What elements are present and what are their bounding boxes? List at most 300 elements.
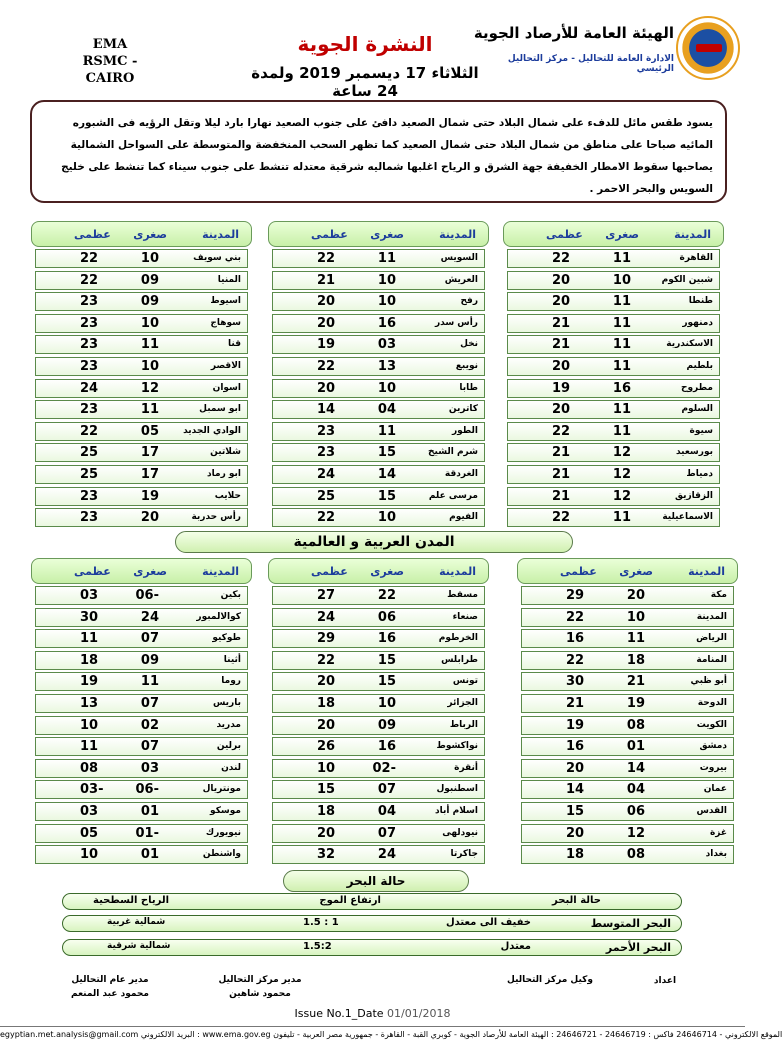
max-temp: 22	[317, 359, 336, 374]
max-temp: 21	[552, 337, 571, 353]
city-name: نيويورك	[205, 827, 241, 838]
city-name: نيودلهى	[442, 827, 478, 838]
city-row	[272, 400, 485, 419]
city-row	[521, 694, 734, 713]
max-temp: 24	[317, 609, 336, 625]
city-name: رأس سدر	[434, 317, 478, 328]
min-temp: 08	[626, 717, 645, 733]
max-temp: 22	[552, 510, 571, 526]
min-temp: 07	[377, 825, 396, 841]
col-header-min: صغرى	[133, 565, 167, 578]
city-name: مدريد	[216, 719, 241, 730]
max-temp: 29	[317, 631, 336, 647]
city-name: الطور	[451, 425, 478, 436]
min-temp: 04	[377, 402, 396, 418]
city-name: بكين	[220, 590, 241, 600]
city-name: كاترين	[448, 404, 478, 415]
bulletin-title: النشرة الجوية	[297, 32, 433, 56]
min-temp: 02-	[372, 760, 396, 776]
max-temp: 20	[317, 380, 336, 396]
max-temp: 11	[80, 631, 99, 647]
city-row	[272, 737, 485, 756]
max-temp: 23	[80, 359, 99, 374]
city-name: لندن	[221, 762, 241, 773]
min-temp: 20	[626, 588, 645, 603]
col-header-min: صغرى	[605, 228, 639, 241]
max-temp: 22	[80, 272, 99, 288]
organization-department: الادارة العامة للتحاليل - مركز التحاليل الرئيسي	[507, 54, 674, 74]
max-temp: 19	[80, 674, 99, 690]
min-temp: 19	[626, 696, 645, 711]
city-row	[521, 780, 734, 799]
max-temp: 08	[80, 760, 99, 776]
min-temp: 14	[377, 467, 396, 482]
min-temp: 11	[377, 251, 396, 266]
city-name: روما	[221, 676, 241, 687]
forecast-box	[30, 100, 727, 203]
city-name: بغداد	[705, 849, 727, 860]
city-row	[35, 335, 248, 354]
issue-info	[0, 1007, 745, 1020]
city-name: تونس	[452, 676, 478, 687]
sea-state-row	[62, 939, 682, 956]
prepared-by: اعداد	[653, 976, 677, 986]
city-name: باريس	[212, 698, 241, 708]
city-name: سوهاج	[210, 317, 241, 328]
footer-contact: egyptian.met.analysis@gmail.com البريد الالكتروني : www.ema.gov.eg الموقع الالكتروني - 24646714 فاكس : 24646719 - 24646721 : الهيئة العامة للأرصاد الجوية - كوبري القبة - القاهرة - جمهورية مصر العربية - تليفون	[0, 1026, 745, 1039]
city-row	[35, 487, 248, 506]
min-temp: 09	[140, 294, 159, 310]
city-row	[272, 249, 485, 268]
min-temp: 11	[377, 423, 396, 439]
max-temp: 20	[552, 272, 571, 288]
city-row	[272, 508, 485, 527]
min-temp: 20	[140, 510, 159, 526]
city-name: اسلام أباد	[435, 806, 478, 816]
min-temp: 12	[626, 825, 645, 841]
max-temp: 23	[317, 423, 336, 439]
max-temp: 21	[552, 467, 571, 482]
city-name: دمياط	[686, 469, 713, 479]
ema-text: EMA	[92, 37, 128, 52]
max-temp: 32	[317, 847, 336, 863]
city-name: مرسى علم	[428, 490, 478, 501]
col-header-city: المدينة	[674, 228, 711, 241]
city-name: المنيا	[217, 274, 241, 285]
organization-name: الهيئة العامة للأرصاد الجوية	[473, 24, 674, 42]
city-name: أنقرة	[454, 762, 478, 773]
city-name: الجزائر	[447, 698, 478, 708]
city-name: كوالالمبور	[196, 611, 241, 622]
city-name: دمنهور	[682, 317, 713, 328]
city-row	[272, 629, 485, 648]
ema-label	[70, 36, 150, 87]
max-temp: 23	[80, 402, 99, 418]
city-name: نويبع	[455, 361, 478, 371]
min-temp: 07	[140, 696, 159, 711]
rsmc-text: RSMC - CAIRO	[82, 54, 138, 86]
city-row	[507, 271, 720, 290]
city-row	[35, 379, 248, 398]
city-row	[35, 824, 248, 843]
city-row	[272, 487, 485, 506]
city-row	[521, 672, 734, 691]
general-director-name: محمود عبد المنعم	[71, 989, 149, 999]
max-temp: 19	[552, 380, 571, 396]
city-row	[272, 292, 485, 311]
city-name: صنعاء	[452, 611, 478, 622]
min-temp: 08	[626, 847, 645, 863]
city-row	[35, 737, 248, 756]
min-temp: 02	[140, 717, 159, 733]
city-row	[35, 400, 248, 419]
min-temp: 12	[140, 380, 159, 396]
col-header-city: المدينة	[439, 228, 476, 241]
max-temp: 23	[80, 315, 99, 331]
min-temp: 22	[377, 588, 396, 603]
max-temp: 22	[317, 510, 336, 526]
min-temp: 11	[612, 294, 631, 310]
max-temp: 19	[317, 337, 336, 353]
city-name: نواكشوط	[436, 741, 478, 752]
city-name: أثينا	[223, 654, 241, 665]
sea-name: البحر الأحمر	[605, 941, 671, 954]
max-temp: 16	[566, 739, 585, 755]
city-name: سيوة	[689, 425, 713, 436]
city-name: السلوم	[681, 404, 713, 415]
city-row	[35, 586, 248, 605]
max-temp: 23	[317, 445, 336, 461]
city-row	[272, 422, 485, 441]
sea-state-col-wind: الرياح السطحية	[93, 895, 170, 906]
table-header	[268, 558, 489, 584]
city-name: الغردقة	[444, 469, 478, 479]
forecast-text: يسود طقس مائل للدفء على شمال البلاد حتى شمال الصعيد دافئ على جنوب الصعيد نهارا بارد ليلا وتقل الرؤيه فى الشبوره المائيه صباحا على مناطق من شمال البلاد حتى شمال الصعيد كما تظهر السحب المنخفضة والمتوسطة على السواحل الشمالية يصاحبها سقوط الامطار الخفيفة جهة الشرق و الرياح اغلبها شماليه شرقية معتدله تنشط على جنوب سيناء كما تنشط على خليج السويس والبحر الاحمر .	[61, 117, 713, 195]
max-temp: 25	[80, 467, 99, 482]
min-temp: 12	[612, 467, 631, 482]
city-row	[521, 737, 734, 756]
city-name: غزة	[709, 827, 727, 838]
city-name: طوكيو	[212, 633, 241, 644]
city-name: قنا	[228, 339, 241, 350]
max-temp: 22	[552, 251, 571, 266]
city-row	[272, 802, 485, 821]
min-temp: 06	[377, 609, 396, 625]
general-director	[50, 975, 170, 999]
min-temp: 15	[377, 652, 396, 668]
city-row	[35, 759, 248, 778]
min-temp: 07	[377, 782, 396, 798]
city-name: المدينة	[696, 611, 727, 622]
city-name: الكويت	[696, 719, 727, 730]
max-temp: 22	[566, 609, 585, 625]
city-name: القدس	[696, 806, 727, 816]
city-name: الدوحة	[697, 698, 727, 708]
max-temp: 23	[80, 337, 99, 353]
city-row	[272, 824, 485, 843]
max-temp: 10	[80, 717, 99, 733]
city-row	[521, 802, 734, 821]
col-header-max: عظمى	[560, 565, 597, 578]
min-temp: 11	[612, 359, 631, 374]
city-row	[35, 443, 248, 462]
city-row	[35, 716, 248, 735]
wave-height: 1.5:2	[303, 941, 332, 952]
min-temp: 13	[377, 359, 396, 374]
max-temp: 20	[317, 825, 336, 841]
city-name: الوادي الجديد	[183, 425, 241, 436]
max-temp: 18	[317, 804, 336, 819]
city-row	[507, 487, 720, 506]
max-temp: 26	[317, 739, 336, 755]
city-name: موسكو	[210, 806, 241, 816]
issue-label: Issue No.1_Date	[294, 1007, 384, 1020]
max-temp: 05	[80, 825, 99, 841]
city-row	[507, 400, 720, 419]
city-name: أبو ظبي	[690, 676, 727, 687]
city-name: الفيوم	[449, 512, 478, 523]
city-row	[272, 335, 485, 354]
city-row	[507, 422, 720, 441]
city-row	[35, 780, 248, 799]
city-row	[507, 379, 720, 398]
city-row	[35, 357, 248, 376]
city-row	[35, 465, 248, 484]
max-temp: 18	[566, 847, 585, 863]
min-temp: 16	[612, 380, 631, 396]
arab-world-cities-title: المدن العربية و العالمية	[175, 531, 573, 553]
city-row	[35, 249, 248, 268]
city-name: القاهرة	[679, 253, 713, 263]
col-header-max: عظمى	[311, 565, 348, 578]
col-header-min: صغرى	[370, 565, 404, 578]
min-temp: 11	[612, 337, 631, 353]
max-temp: 20	[317, 294, 336, 310]
city-row	[521, 586, 734, 605]
city-name: الاسكندرية	[666, 339, 713, 350]
max-temp: 18	[80, 652, 99, 668]
max-temp: 14	[317, 402, 336, 418]
min-temp: 11	[612, 402, 631, 418]
city-row	[521, 608, 734, 627]
min-temp: 11	[140, 337, 159, 353]
col-header-city: المدينة	[439, 565, 476, 578]
city-name: شبين الكوم	[661, 274, 713, 285]
city-row	[272, 651, 485, 670]
min-temp: 11	[612, 251, 631, 266]
general-director-title: مدير عام التحاليل	[71, 975, 149, 985]
min-temp: 04	[626, 782, 645, 798]
city-row	[521, 651, 734, 670]
min-temp: 18	[626, 652, 645, 668]
min-temp: 16	[377, 739, 396, 755]
max-temp: 23	[80, 488, 99, 504]
min-temp: 24	[377, 847, 396, 863]
city-row	[521, 629, 734, 648]
min-temp: 11	[140, 674, 159, 690]
city-row	[272, 694, 485, 713]
min-temp: 03	[140, 760, 159, 776]
max-temp: 22	[317, 251, 336, 266]
table-header	[31, 221, 252, 247]
min-temp: 09	[377, 717, 396, 733]
max-temp: 20	[317, 315, 336, 331]
sea-state-row	[62, 915, 682, 932]
col-header-min: صغرى	[133, 228, 167, 241]
city-name: مكة	[710, 590, 727, 600]
city-row	[507, 292, 720, 311]
max-temp: 11	[80, 739, 99, 755]
max-temp: 03-	[80, 782, 104, 798]
city-row	[272, 314, 485, 333]
min-temp: 15	[377, 674, 396, 690]
city-name: رفح	[460, 296, 478, 307]
city-name: العريش	[444, 274, 478, 285]
max-temp: 10	[80, 847, 99, 863]
city-name: مطروح	[680, 382, 713, 393]
city-name: دمشق	[699, 741, 727, 752]
sea-condition: معتدل	[500, 941, 531, 952]
min-temp: 09	[140, 652, 159, 668]
city-name: المنامة	[696, 654, 727, 665]
city-row	[272, 586, 485, 605]
max-temp: 15	[317, 782, 336, 798]
surface-wind: شمالية شرقية	[107, 941, 171, 951]
min-temp: 17	[140, 467, 159, 482]
col-header-city: المدينة	[202, 565, 239, 578]
col-header-max: عظمى	[311, 228, 348, 241]
max-temp: 24	[317, 467, 336, 482]
table-header	[31, 558, 252, 584]
min-temp: 01	[626, 739, 645, 755]
min-temp: 07	[140, 739, 159, 755]
min-temp: 01-	[135, 825, 159, 841]
max-temp: 22	[552, 423, 571, 439]
min-temp: 16	[377, 315, 396, 331]
city-name: الرياض	[696, 633, 727, 644]
table-header	[503, 221, 724, 247]
city-row	[272, 271, 485, 290]
city-row	[507, 443, 720, 462]
city-name: مونتريال	[202, 784, 241, 795]
city-name: شلاتين	[210, 447, 241, 458]
city-row	[272, 716, 485, 735]
city-row	[521, 759, 734, 778]
min-temp: 04	[377, 804, 396, 819]
city-row	[35, 292, 248, 311]
city-name: الزقازيق	[674, 490, 713, 501]
max-temp: 23	[80, 510, 99, 526]
sea-state-col-state: حالة البحر	[552, 895, 601, 906]
col-header-max: عظمى	[74, 228, 111, 241]
city-name: اسيوط	[210, 296, 241, 307]
city-row	[272, 759, 485, 778]
city-name: برلين	[216, 741, 241, 752]
min-temp: 11	[612, 510, 631, 526]
center-director-name: محمود شاهين	[229, 989, 291, 999]
city-row	[272, 672, 485, 691]
min-temp: 03	[377, 337, 396, 353]
max-temp: 21	[552, 488, 571, 504]
city-row	[507, 249, 720, 268]
city-name: مسقط	[447, 590, 478, 600]
col-header-min: صغرى	[370, 228, 404, 241]
max-temp: 22	[566, 652, 585, 668]
min-temp: 11	[612, 315, 631, 331]
city-row	[35, 422, 248, 441]
surface-wind: شمالية غربية	[107, 917, 166, 927]
max-temp: 21	[317, 272, 336, 288]
center-director-title: مدير مركز التحاليل	[218, 975, 302, 985]
city-name: بني سويف	[193, 253, 241, 263]
max-temp: 20	[552, 402, 571, 418]
city-name: شرم الشيخ	[428, 447, 478, 458]
max-temp: 30	[80, 609, 99, 625]
wave-height: 1 : 1.5	[303, 917, 339, 928]
issue-date: 01/01/2018	[387, 1007, 451, 1020]
col-header-city: المدينة	[688, 565, 725, 578]
min-temp: 11	[140, 402, 159, 418]
city-name: الخرطوم	[438, 633, 478, 644]
city-name: الرباط	[449, 719, 478, 730]
table-header	[517, 558, 738, 584]
max-temp: 22	[80, 423, 99, 439]
min-temp: 06-	[135, 782, 159, 798]
max-temp: 03	[80, 804, 99, 819]
max-temp: 27	[317, 588, 336, 603]
city-row	[507, 314, 720, 333]
min-temp: 10	[612, 272, 631, 288]
city-name: طابا	[459, 382, 478, 393]
max-temp: 23	[80, 294, 99, 310]
table-header	[268, 221, 489, 247]
city-name: الاسماعيلية	[662, 512, 713, 523]
city-row	[507, 335, 720, 354]
max-temp: 14	[566, 782, 585, 798]
max-temp: 19	[566, 717, 585, 733]
sea-condition: خفيف الى معتدل	[445, 917, 531, 928]
city-row	[35, 845, 248, 864]
city-row	[35, 802, 248, 821]
city-row	[35, 629, 248, 648]
max-temp: 20	[552, 294, 571, 310]
max-temp: 21	[552, 315, 571, 331]
city-name: رأس حدربة	[191, 512, 241, 523]
min-temp: 11	[612, 423, 631, 439]
city-row	[272, 608, 485, 627]
min-temp: 17	[140, 445, 159, 461]
min-temp: 10	[377, 510, 396, 526]
city-row	[521, 716, 734, 735]
min-temp: 10	[377, 696, 396, 711]
city-name: بلطيم	[686, 361, 713, 371]
city-name: واشنطن	[202, 849, 241, 860]
min-temp: 10	[140, 359, 159, 374]
min-temp: 10	[377, 380, 396, 396]
min-temp: 16	[377, 631, 396, 647]
sea-state-title: حالة البحر	[283, 870, 469, 892]
min-temp: 10	[140, 315, 159, 331]
city-name: السويس	[440, 253, 478, 263]
max-temp: 29	[566, 588, 585, 603]
city-name: اسطنبول	[436, 784, 478, 795]
city-name: بورسعيد	[675, 447, 713, 458]
min-temp: 06	[626, 804, 645, 819]
sea-name: البحر المتوسط	[590, 917, 671, 930]
city-row	[35, 608, 248, 627]
sea-state-header	[62, 893, 682, 910]
city-row	[521, 845, 734, 864]
